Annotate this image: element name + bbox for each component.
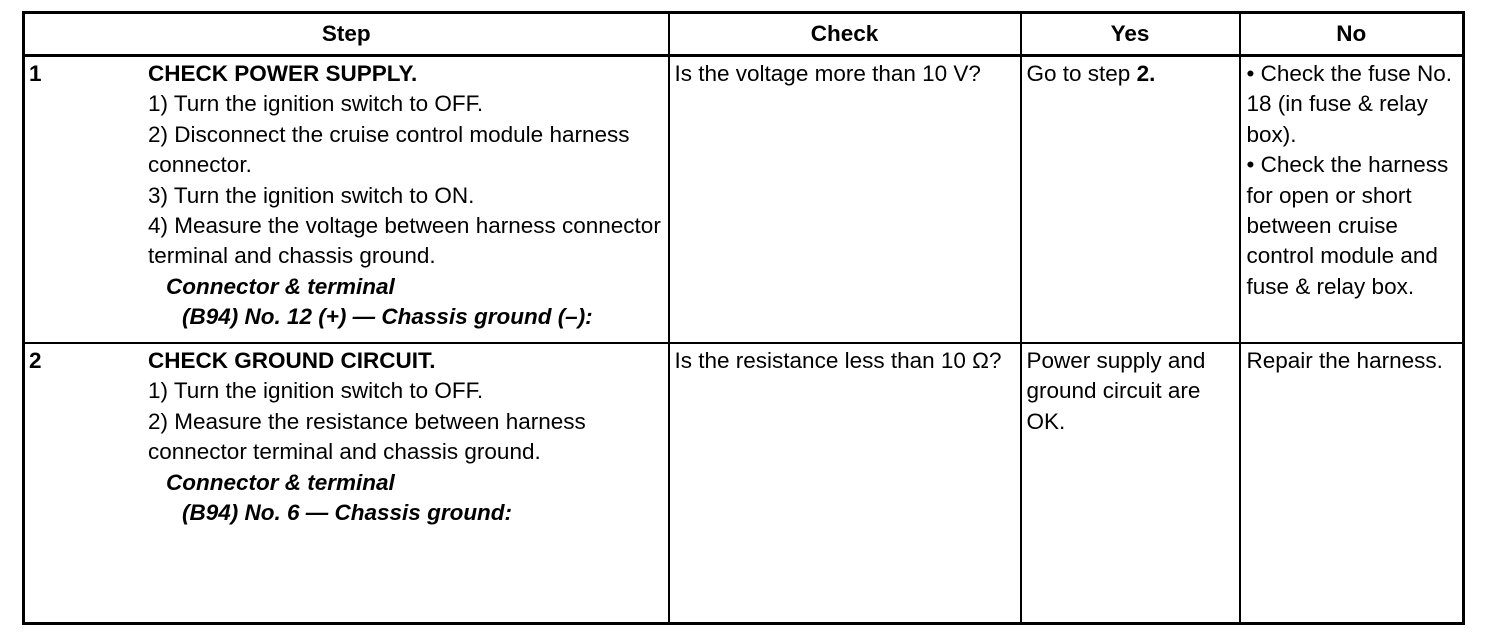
step-title: CHECK POWER SUPPLY. <box>148 61 418 86</box>
substep: 1) Turn the ignition switch to OFF. <box>148 91 484 117</box>
header-no: No <box>1240 13 1464 56</box>
substep: 2) Measure the resistance between harness connector terminal and chassis ground. <box>148 408 586 465</box>
header-yes: Yes <box>1021 13 1240 56</box>
step-title: CHECK GROUND CIRCUIT. <box>148 348 436 373</box>
substep: 4) Measure the voltage between harness connector terminal and chassis ground. <box>148 213 661 269</box>
no-cell <box>1240 56 1464 344</box>
yes-step-ref: 2. <box>1136 61 1156 86</box>
substep: 3) Turn the ignition switch to ON. <box>148 182 475 208</box>
table-row <box>24 56 1464 344</box>
table-row <box>24 343 1464 624</box>
substep: 1) Turn the ignition switch to OFF. <box>148 378 484 404</box>
header-check: Check <box>669 13 1021 56</box>
step-number: 1 <box>29 61 42 86</box>
step-number: 2 <box>29 348 42 373</box>
yes-cell <box>1021 56 1240 344</box>
step-body <box>148 346 662 528</box>
yes-cell: Power supply and ground circuit are OK. <box>1021 343 1240 624</box>
no-bullet-item: • Check the fuse No. 18 (in fuse & relay box). <box>1246 61 1452 147</box>
step-cell <box>24 56 669 344</box>
connector-label: Connector & terminal <box>166 273 395 299</box>
step-body <box>148 59 662 333</box>
no-cell: Repair the harness. <box>1240 343 1464 624</box>
check-cell: Is the resistance less than 10 Ω? <box>669 343 1021 624</box>
yes-text: Go to step <box>1026 61 1137 86</box>
header-step: Step <box>24 13 669 56</box>
no-bullet-item: • Check the harness for open or short between cruise control module and fuse & relay box. <box>1246 152 1449 299</box>
step-cell <box>24 343 669 624</box>
connector-label: Connector & terminal <box>166 469 395 495</box>
diagnostic-table <box>22 11 1465 625</box>
substep: 2) Disconnect the cruise control module harness connector. <box>148 121 630 178</box>
check-cell: Is the voltage more than 10 V? <box>669 56 1021 344</box>
connector-value: (B94) No. 12 (+) — Chassis ground (–): <box>182 304 593 330</box>
connector-value: (B94) No. 6 — Chassis ground: <box>182 500 513 526</box>
header-row <box>24 13 1464 56</box>
